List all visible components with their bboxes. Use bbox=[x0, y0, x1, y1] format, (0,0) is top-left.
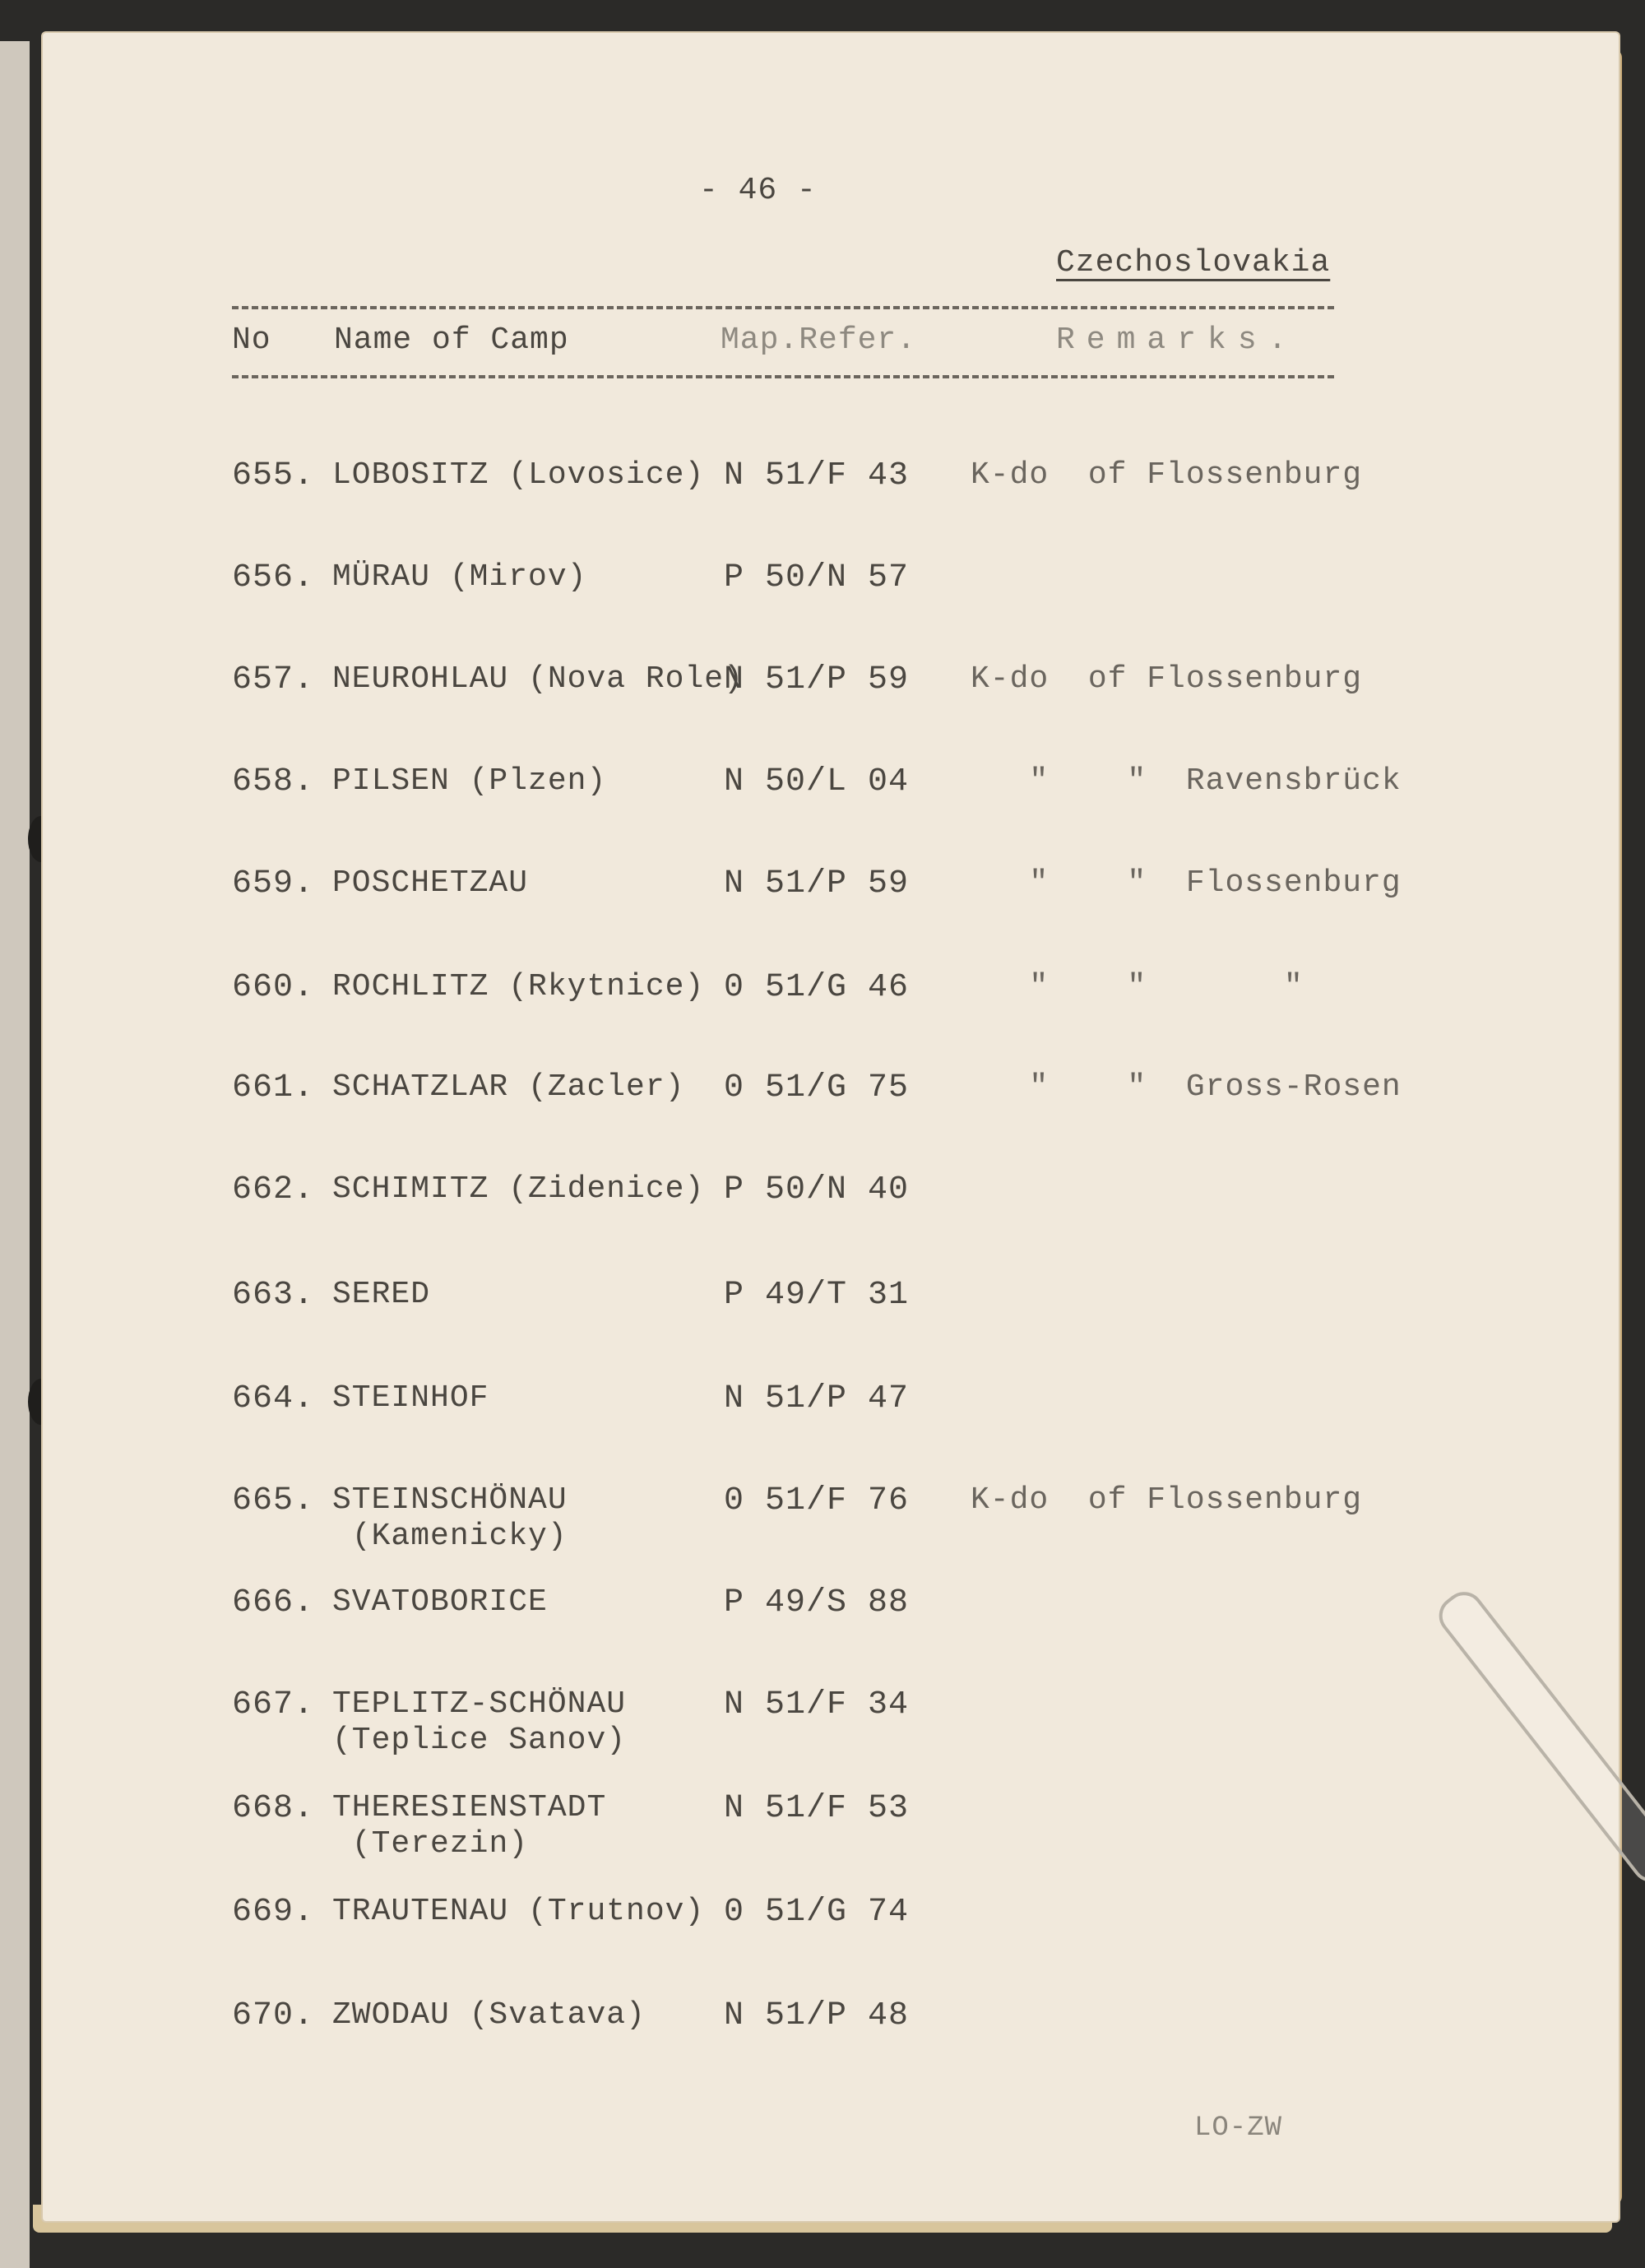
dashed-rule-bottom bbox=[232, 375, 1334, 378]
row-number: 662. bbox=[232, 1171, 315, 1208]
map-reference: 0 51/G 75 bbox=[724, 1069, 910, 1106]
remarks: " " Flossenburg bbox=[971, 865, 1402, 901]
camp-name: THERESIENSTADT (Terezin) bbox=[332, 1790, 607, 1862]
map-reference: N 50/L 04 bbox=[724, 763, 910, 800]
camp-name: SERED bbox=[332, 1277, 431, 1312]
table-row bbox=[0, 1894, 1645, 1992]
row-number: 670. bbox=[232, 1997, 315, 2034]
map-reference: N 51/F 34 bbox=[724, 1686, 910, 1723]
dashed-rule-top bbox=[232, 306, 1334, 309]
camp-name: ZWODAU (Svatava) bbox=[332, 1997, 646, 2033]
camp-name: STEINHOF bbox=[332, 1380, 489, 1416]
table-row bbox=[0, 457, 1645, 556]
table-row bbox=[0, 1482, 1645, 1581]
camp-name: TRAUTENAU (Trutnov) bbox=[332, 1894, 705, 1929]
camp-name: SCHIMITZ (Zidenice) bbox=[332, 1171, 705, 1207]
map-reference: P 49/T 31 bbox=[724, 1277, 910, 1314]
row-number: 667. bbox=[232, 1686, 315, 1723]
column-header-no: No bbox=[232, 322, 271, 358]
camp-name: TEPLITZ-SCHÖNAU (Teplice Sanov) bbox=[332, 1686, 627, 1758]
camp-name: SVATOBORICE bbox=[332, 1584, 548, 1620]
row-number: 655. bbox=[232, 457, 315, 494]
map-reference: N 51/P 59 bbox=[724, 865, 910, 902]
column-header-remarks: Remarks. bbox=[1056, 322, 1299, 358]
table-row bbox=[0, 865, 1645, 964]
document-code: LO-ZW bbox=[1194, 2113, 1283, 2144]
row-number: 661. bbox=[232, 1069, 315, 1106]
row-number: 668. bbox=[232, 1790, 315, 1827]
table-row bbox=[0, 1686, 1645, 1785]
camp-name: STEINSCHÖNAU (Kamenicky) bbox=[332, 1482, 568, 1554]
map-reference: 0 51/F 76 bbox=[724, 1482, 910, 1519]
row-number: 659. bbox=[232, 865, 315, 902]
table-row bbox=[0, 763, 1645, 862]
map-reference: N 51/P 59 bbox=[724, 661, 910, 698]
row-number: 669. bbox=[232, 1894, 315, 1931]
camp-name: SCHATZLAR (Zacler) bbox=[332, 1069, 685, 1105]
page-number: - 46 - bbox=[699, 173, 817, 208]
camp-name: MÜRAU (Mirov) bbox=[332, 559, 587, 595]
remarks: K-do of Flossenburg bbox=[971, 661, 1363, 697]
remarks: K-do of Flossenburg bbox=[971, 457, 1363, 493]
map-reference: 0 51/G 46 bbox=[724, 969, 910, 1006]
table-row bbox=[0, 1584, 1645, 1683]
row-number: 663. bbox=[232, 1277, 315, 1314]
table-row bbox=[0, 661, 1645, 760]
map-reference: 0 51/G 74 bbox=[724, 1894, 910, 1931]
country-heading: Czechoslovakia bbox=[1056, 245, 1331, 281]
table-row bbox=[0, 1997, 1645, 2096]
row-number: 657. bbox=[232, 661, 315, 698]
table-row bbox=[0, 1790, 1645, 1889]
camp-name: PILSEN (Plzen) bbox=[332, 763, 607, 799]
table-row bbox=[0, 559, 1645, 658]
row-number: 665. bbox=[232, 1482, 315, 1519]
map-reference: P 50/N 40 bbox=[724, 1171, 910, 1208]
map-reference: N 51/P 48 bbox=[724, 1997, 910, 2034]
remarks: K-do of Flossenburg bbox=[971, 1482, 1363, 1518]
table-row bbox=[0, 1171, 1645, 1270]
row-number: 666. bbox=[232, 1584, 315, 1621]
map-reference: N 51/F 53 bbox=[724, 1790, 910, 1827]
remarks: " " Gross-Rosen bbox=[971, 1069, 1402, 1105]
table-row bbox=[0, 969, 1645, 1068]
row-number: 660. bbox=[232, 969, 315, 1006]
camp-name: LOBOSITZ (Lovosice) bbox=[332, 457, 705, 493]
camp-name: NEUROHLAU (Nova Role) bbox=[332, 661, 744, 697]
row-number: 664. bbox=[232, 1380, 315, 1417]
column-header-name: Name of Camp bbox=[334, 322, 569, 358]
remarks: " " " bbox=[971, 969, 1304, 1004]
table-row bbox=[0, 1277, 1645, 1375]
map-reference: N 51/F 43 bbox=[724, 457, 910, 494]
table-row bbox=[0, 1069, 1645, 1168]
column-header-map: Map.Refer. bbox=[721, 322, 917, 358]
camp-name: POSCHETZAU bbox=[332, 865, 529, 901]
map-reference: P 49/S 88 bbox=[724, 1584, 910, 1621]
remarks: " " Ravensbrück bbox=[971, 763, 1402, 799]
row-number: 656. bbox=[232, 559, 315, 596]
map-reference: N 51/P 47 bbox=[724, 1380, 910, 1417]
map-reference: P 50/N 57 bbox=[724, 559, 910, 596]
table-row bbox=[0, 1380, 1645, 1479]
row-number: 658. bbox=[232, 763, 315, 800]
camp-name: ROCHLITZ (Rkytnice) bbox=[332, 969, 705, 1004]
